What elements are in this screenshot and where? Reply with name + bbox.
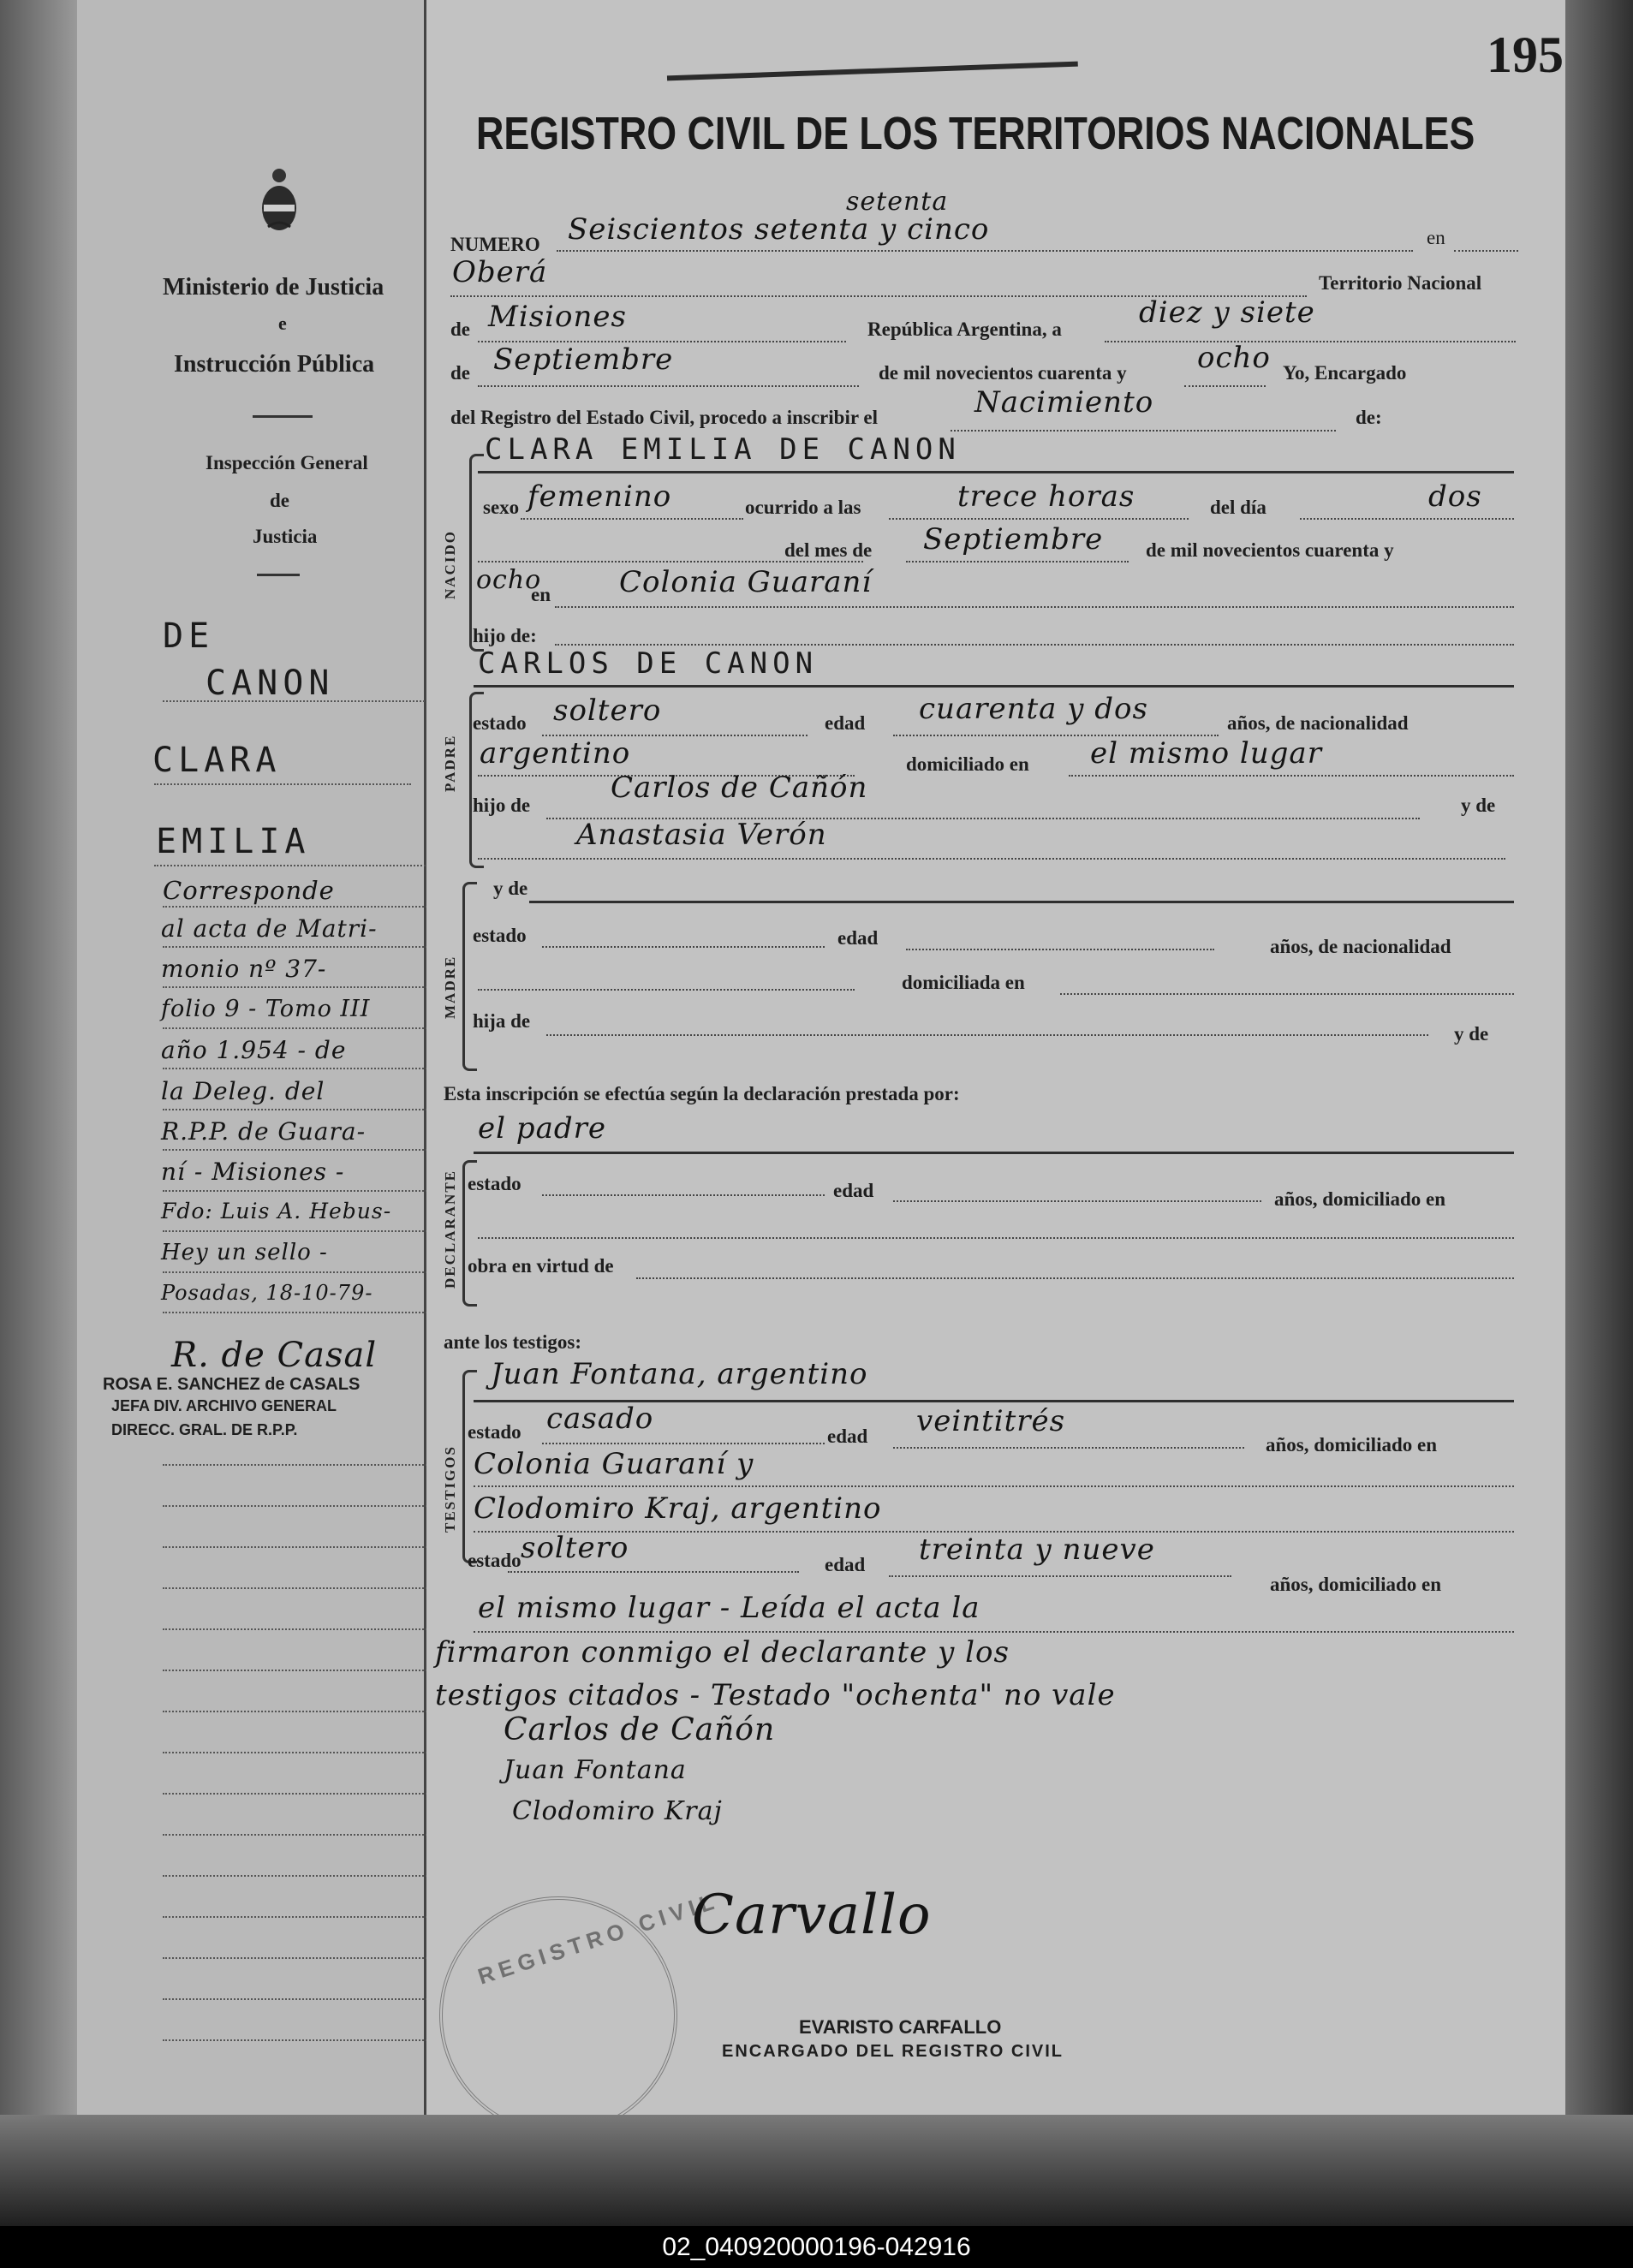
label-y-de-madre: y de (493, 878, 528, 899)
value-lugar-nac: Colonia Guaraní (619, 565, 873, 599)
label-inscripcion: Esta inscripción se efectúa según la declaración prestada por: (444, 1083, 960, 1104)
label-ante-testigos: ante los testigos: (444, 1331, 581, 1353)
value-mes: Septiembre (493, 342, 674, 377)
section-label-testigos: TESTIGOS (442, 1445, 458, 1533)
value-declarante: el padre (478, 1111, 606, 1146)
note-line: al acta de Matri- (161, 914, 378, 943)
label-obra-en-virtud: obra en virtud de (468, 1255, 614, 1277)
value-abuela: Anastasia Verón (576, 818, 827, 852)
divider (257, 574, 300, 576)
label-del-mes: del mes de (784, 539, 873, 561)
note-line: folio 9 - Tomo III (161, 996, 371, 1022)
value-testigo2-edad: treinta y nueve (919, 1533, 1155, 1567)
label-anos-domic: años, domiciliado en (1270, 1574, 1442, 1595)
note-line: Fdo: Luis A. Hebus- (161, 1199, 392, 1223)
label-estado: estado (468, 1173, 521, 1194)
label-en: en (1427, 227, 1445, 248)
ministry-line2: e (278, 313, 287, 334)
label-edad: edad (825, 1554, 866, 1575)
label-territorio: Territorio Nacional (1319, 272, 1482, 294)
section-label-madre: MADRE (442, 955, 458, 1019)
folio-number: 195 (1487, 27, 1564, 83)
signature-oficial: Carvallo (692, 1884, 932, 1947)
signature-testigo2: Clodomiro Kraj (512, 1796, 723, 1826)
value-testigo1-estado: casado (546, 1402, 654, 1436)
label-anos-domic: años, domiciliado en (1274, 1188, 1446, 1210)
divider (253, 415, 313, 418)
stub-surname-line2: CANON (206, 664, 335, 703)
label-de: de (450, 318, 470, 340)
label-del-dia: del día (1210, 497, 1266, 518)
value-sexo: femenino (527, 479, 672, 514)
label-del-registro: del Registro del Estado Civil, procedo a inscribir el (450, 407, 878, 428)
note-line: monio nº 37- (161, 955, 327, 983)
section-bracket-nacido (469, 454, 484, 652)
image-id-caption: 02_040920000196-042916 (0, 2226, 1633, 2268)
registry-seal: REGISTRO CIVIL (439, 1896, 677, 2134)
section-bracket-madre (462, 882, 477, 1071)
label-republica: República Argentina, a (867, 318, 1062, 340)
note-line: Posadas, 18-10-79- (161, 1281, 373, 1305)
document-title: REGISTRO CIVIL DE LOS TERRITORIOS NACIONALES (476, 108, 1475, 159)
value-abuelo: Carlos de Cañón (611, 771, 868, 805)
label-y-de: y de (1454, 1023, 1489, 1045)
label-edad: edad (827, 1426, 868, 1447)
label-de-mil2: de mil novecientos cuarenta y (1146, 539, 1394, 561)
label-de-colon: de: (1356, 407, 1382, 428)
label-yo-encargado: Yo, Encargado (1283, 362, 1407, 384)
label-edad: edad (825, 712, 866, 734)
header-scribble (665, 19, 1078, 81)
label-anos-domic: años, domiciliado en (1266, 1434, 1438, 1455)
note-line: la Deleg. del (161, 1077, 325, 1105)
stub-given-name-line1: CLARA (152, 741, 282, 780)
page-stack-edge (1565, 0, 1633, 2226)
section-label-declarante: DECLARANTE (442, 1169, 458, 1289)
register-stub: Ministerio de Justicia e Instrucción Pública Inspección General de Justicia DE CANON CLARA EMILIA Corresponde al acta de Matri- monio nº 37- folio 9 - Tomo III año 1.954 - de la Deleg. del R.P.P. de Guara- ní - Misiones - Fdo: Luis A. Hebus- Hey un sello - Posadas, 18-10-79- R. de Casal ROSA E. SANCHEZ de CASALS JEFA DIV. ARCHIVO GENERAL DIRECC. GRAL. DE R.P.P. (77, 0, 426, 2115)
label-hijo-de2: hijo de (473, 795, 531, 816)
section-label-nacido: NACIDO (442, 530, 458, 599)
stub-given-name-line2: EMILIA (156, 822, 311, 861)
label-estado: estado (468, 1421, 521, 1443)
value-anio-nac: ocho (476, 565, 542, 595)
value-padre-edad: cuarenta y dos (919, 692, 1148, 726)
note-line: Hey un sello - (161, 1240, 328, 1265)
value-dia: diez y siete (1139, 295, 1315, 330)
label-edad: edad (837, 927, 879, 949)
note-line: Corresponde (163, 876, 335, 905)
value-territorio: Misiones (488, 300, 627, 334)
stub-surname-line1: DE (163, 616, 215, 656)
ministry-line3: Instrucción Pública (174, 351, 375, 378)
signature-declarante: Carlos de Cañón (504, 1712, 776, 1747)
value-dia-nac: dos (1428, 479, 1482, 514)
ministry-line1: Ministerio de Justicia (163, 274, 384, 301)
note-line: R.P.P. de Guara- (161, 1117, 367, 1146)
value-testigo1: Juan Fontana, argentino (491, 1357, 868, 1391)
note-line: ní - Misiones - (161, 1158, 345, 1186)
value-numero-correction: setenta (846, 187, 949, 217)
book-binding-shadow (0, 2115, 1633, 2226)
value-cierre-line1: el mismo lugar - Leída el acta la (478, 1591, 980, 1625)
value-nombre: CLARA EMILIA DE CANON (485, 432, 961, 467)
officer-title: ENCARGADO DEL REGISTRO CIVIL (722, 2042, 1064, 2061)
note-line: año 1.954 - de (161, 1036, 347, 1064)
value-acto: Nacimiento (974, 385, 1154, 420)
label-anos-nac: años, de nacionalidad (1270, 936, 1451, 957)
label-hija-de: hija de (473, 1010, 531, 1032)
value-localidad: Oberá (452, 255, 548, 289)
label-y-de: y de (1461, 795, 1496, 816)
label-estado: estado (473, 925, 527, 946)
label-estado: estado (468, 1550, 521, 1571)
label-domiciliado-en: domiciliado en (906, 753, 1029, 775)
label-numero: NUMERO (450, 234, 540, 255)
value-testigo2-estado: soltero (521, 1531, 629, 1565)
rule (529, 901, 1514, 903)
label-ocurrido: ocurrido a las (745, 497, 861, 518)
label-de: de (450, 362, 470, 384)
label-de-mil: de mil novecientos cuarenta y (879, 362, 1127, 384)
value-padre-domicilio: el mismo lugar (1090, 736, 1322, 771)
value-testigo2: Clodomiro Kraj, argentino (474, 1491, 882, 1526)
register-entry-page (426, 0, 1565, 2115)
inspection-line2: de (270, 490, 289, 511)
archivist-signature: R. de Casal (171, 1336, 378, 1375)
value-numero: Seiscientos setenta y cinco (568, 212, 990, 247)
label-sexo: sexo (483, 497, 520, 518)
value-hora: trece horas (957, 479, 1135, 514)
label-en: en (531, 584, 551, 605)
value-testigo1-domicilio: Colonia Guaraní y (474, 1447, 754, 1481)
previous-page-edge (0, 0, 77, 2166)
label-domiciliada-en: domiciliada en (902, 972, 1025, 993)
coat-of-arms-icon (259, 167, 299, 238)
inspection-line1: Inspección General (206, 452, 368, 473)
value-cierre-line2: firmaron conmigo el declarante y los (435, 1635, 1010, 1670)
inspection-line3: Justicia (253, 526, 318, 547)
value-padre-estado: soltero (553, 693, 662, 728)
label-hijo-de: hijo de: (473, 625, 537, 646)
section-label-padre: PADRE (442, 734, 458, 792)
value-anio: ocho (1197, 341, 1271, 375)
rule (474, 685, 1514, 688)
rule (474, 1152, 1514, 1154)
value-padre-nombre: CARLOS DE CANON (478, 646, 819, 681)
label-anos-nac: años, de nacionalidad (1227, 712, 1409, 734)
officer-name: EVARISTO CARFALLO (799, 2016, 1002, 2038)
value-padre-nac: argentino (480, 736, 631, 771)
value-cierre-line3: testigos citados - Testado "ochenta" no vale (435, 1678, 1116, 1712)
value-testigo1-edad: veintitrés (916, 1404, 1066, 1438)
label-estado: estado (473, 712, 527, 734)
label-edad: edad (833, 1180, 874, 1201)
rule (478, 471, 1514, 473)
value-mes-nac: Septiembre (923, 522, 1104, 557)
signature-testigo1: Juan Fontana (504, 1755, 687, 1785)
